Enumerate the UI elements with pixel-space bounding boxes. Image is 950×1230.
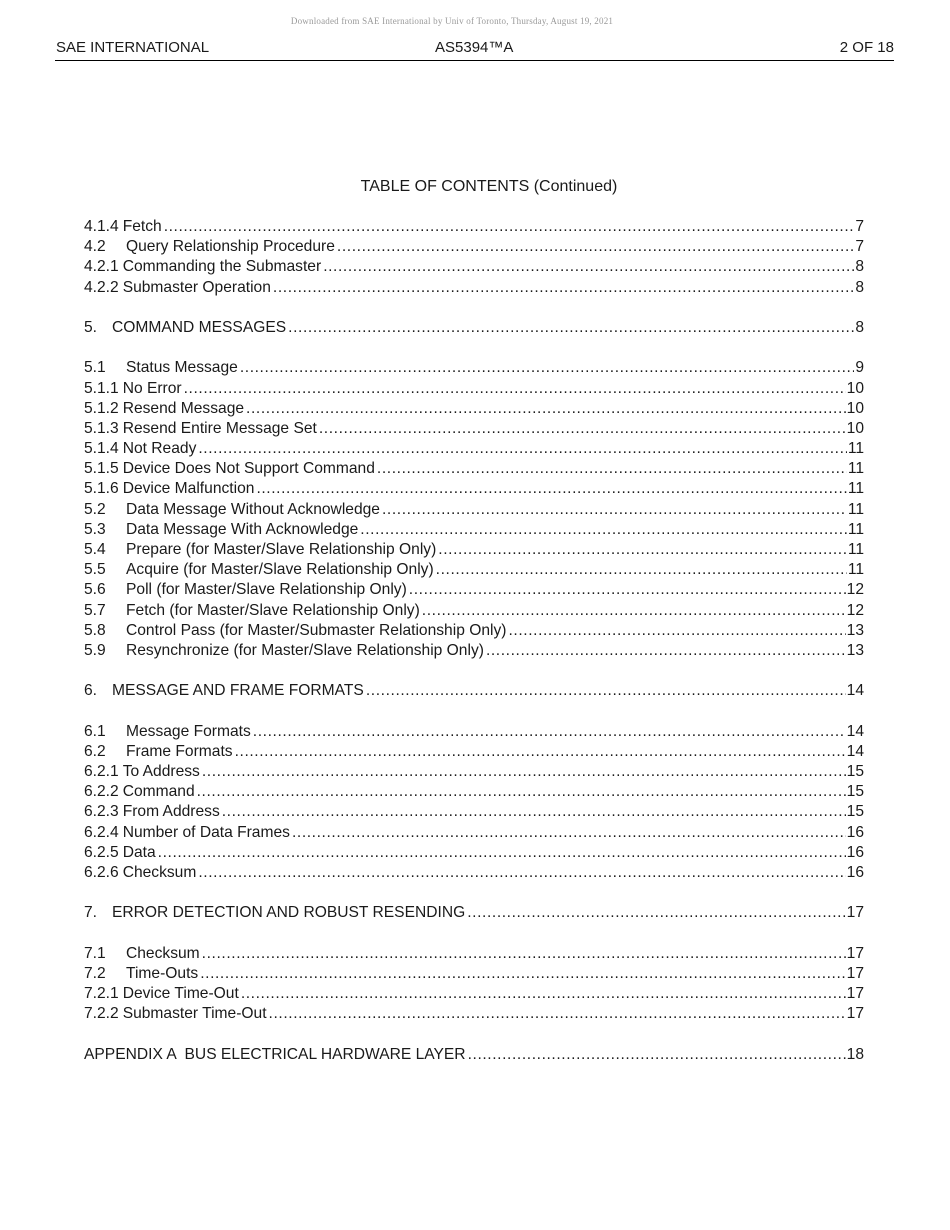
toc-entry[interactable]: [84, 742, 864, 762]
toc-leader-dots: [200, 964, 845, 984]
toc-entry-title: Query Relationship Procedure: [126, 238, 335, 256]
toc-entry-title: Device Malfunction: [122, 480, 255, 498]
toc-entry-number: 4.2.1: [84, 258, 119, 276]
toc-entry-number: 4.2: [84, 238, 106, 256]
toc-entry-page: 8: [855, 278, 864, 296]
toc-entry[interactable]: [84, 903, 864, 923]
toc-entry-page: 11: [847, 440, 864, 458]
toc-leader-dots: [202, 944, 846, 964]
toc-entry-title: ERROR DETECTION AND ROBUST RESENDING: [112, 904, 466, 922]
toc-entry-number: 6.: [84, 682, 98, 700]
toc-entry-title: To Address: [122, 763, 200, 781]
toc-entry-number: 5.9: [84, 641, 106, 659]
toc-entry[interactable]: [84, 419, 864, 439]
toc-entry-title: Resend Entire Message Set: [122, 419, 317, 437]
toc-entry[interactable]: [84, 520, 864, 540]
toc-entry[interactable]: [84, 641, 864, 661]
toc-entry-title: Prepare (for Master/Slave Relationship Only): [126, 541, 437, 558]
toc-entry-title: Control Pass (for Master/Submaster Relationship Only): [126, 621, 507, 639]
toc-entry-number: 5.8: [84, 621, 106, 639]
toc-entry[interactable]: [84, 500, 864, 520]
toc-entry-page: 18: [846, 1045, 864, 1063]
toc-entry-title: Checksum: [126, 944, 200, 962]
toc-entry-number: 5.5: [84, 561, 106, 579]
toc-entry[interactable]: [84, 318, 864, 338]
toc-leader-dots: [366, 681, 846, 701]
toc-leader-dots: [409, 580, 846, 600]
toc-leader-dots: [422, 601, 846, 621]
toc-entry-page: 7: [855, 238, 864, 256]
toc-entry-page: 13: [846, 621, 864, 639]
toc-entry-number: 5.2: [84, 500, 106, 518]
toc-entry-title: Checksum: [122, 864, 197, 881]
toc-entry-number: 5.1.2: [84, 399, 119, 417]
toc-entry[interactable]: [84, 459, 864, 479]
toc-entry[interactable]: [84, 278, 864, 298]
toc-entry-title: Data Message With Acknowledge: [126, 520, 359, 538]
toc-entry-page: 16: [846, 864, 864, 881]
toc-title: TABLE OF CONTENTS (Continued): [360, 178, 618, 195]
toc-entry-title: Submaster Time-Out: [122, 1005, 267, 1023]
toc-entry-number: 6.1: [84, 722, 106, 740]
toc-entry-title: Device Does Not Support Command: [122, 460, 375, 478]
toc-entry-page: 17: [846, 944, 864, 962]
toc-entry-title: Frame Formats: [126, 742, 233, 760]
toc-entry[interactable]: [84, 621, 864, 641]
toc-entry-title: Fetch: [122, 218, 162, 235]
toc-entry-title: Time-Outs: [126, 964, 199, 982]
toc-entry[interactable]: [84, 1045, 864, 1065]
toc-entry-number: 6.2.4: [84, 823, 119, 841]
toc-entry[interactable]: [84, 762, 864, 782]
toc-entry-page: 11: [847, 460, 864, 478]
toc-entry-page: 11: [847, 480, 864, 498]
toc-entry-number: 5.4: [84, 541, 106, 558]
toc-entry[interactable]: [84, 782, 864, 802]
toc-entry-page: 15: [846, 783, 864, 801]
running-header: [55, 38, 894, 61]
toc-entry-number: 5.1.3: [84, 419, 119, 437]
toc-entry[interactable]: [84, 439, 864, 459]
toc-entry-page: 14: [846, 742, 864, 760]
toc-entry-title: Commanding the Submaster: [122, 258, 322, 276]
toc-leader-dots: [323, 257, 854, 277]
toc-leader-dots: [288, 318, 854, 338]
toc-entry[interactable]: [84, 863, 864, 883]
toc-entry-page: 14: [846, 682, 864, 700]
toc-entry-page: 14: [846, 722, 864, 740]
toc-entry-number: 4.1.4: [84, 218, 119, 235]
toc-entry-page: 10: [846, 399, 864, 417]
toc-entry-number: 5.1.1: [84, 379, 119, 397]
toc-entry-page: 17: [846, 985, 864, 1003]
toc-leader-dots: [273, 278, 854, 298]
toc-leader-dots: [235, 742, 846, 762]
toc-entry-title: Data: [122, 843, 156, 861]
toc-entry-page: 11: [847, 520, 864, 538]
toc-entry-number: 7.: [84, 904, 98, 922]
toc-entry-title: Resend Message: [122, 399, 245, 417]
toc-leader-dots: [158, 843, 846, 863]
toc-leader-dots: [467, 903, 845, 923]
toc-leader-dots: [198, 863, 845, 883]
toc-entry[interactable]: [84, 399, 864, 419]
toc-entry-title: Resynchronize (for Master/Slave Relationship Only): [126, 641, 484, 659]
toc-entry-title: Fetch (for Master/Slave Relationship Only): [126, 601, 420, 619]
toc-entry-page: 12: [846, 581, 864, 599]
toc-leader-dots: [241, 984, 846, 1004]
toc-entry-page: 16: [846, 823, 864, 841]
toc-entry[interactable]: [84, 580, 864, 600]
toc-leader-dots: [382, 500, 847, 520]
toc-entry[interactable]: [84, 540, 864, 560]
header-page-number: 2 OF 18: [839, 39, 894, 56]
toc-leader-dots: [246, 399, 846, 419]
toc-entry-number: 7.2.2: [84, 1005, 119, 1023]
toc-entry[interactable]: [84, 984, 864, 1004]
toc-leader-dots: [486, 641, 846, 661]
toc-entry[interactable]: [84, 217, 864, 237]
table-of-contents: [84, 217, 864, 1065]
toc-entry-page: 17: [846, 904, 864, 922]
download-watermark: Downloaded from SAE International by Univ of Toronto, Thursday, August 19, 2021: [290, 16, 614, 26]
toc-entry-number: 6.2.5: [84, 843, 119, 861]
toc-leader-dots: [377, 459, 847, 479]
toc-leader-dots: [253, 722, 846, 742]
toc-entry[interactable]: [84, 843, 864, 863]
toc-entry-number: 7.1: [84, 944, 106, 962]
toc-entry-page: 8: [855, 258, 864, 276]
toc-leader-dots: [202, 762, 846, 782]
toc-entry-page: 15: [846, 763, 864, 781]
toc-leader-dots: [197, 782, 846, 802]
toc-entry-title: Status Message: [126, 359, 238, 377]
toc-entry-number: 5.6: [84, 581, 106, 599]
toc-entry-title: MESSAGE AND FRAME FORMATS: [112, 682, 364, 700]
toc-entry[interactable]: [84, 479, 864, 499]
toc-leader-dots: [164, 217, 855, 237]
toc-entry[interactable]: [84, 681, 864, 701]
toc-entry[interactable]: [84, 823, 864, 843]
toc-leader-dots: [240, 358, 854, 378]
toc-leader-dots: [319, 419, 846, 439]
header-organization: SAE INTERNATIONAL: [56, 39, 210, 56]
toc-entry-page: 10: [846, 419, 864, 437]
toc-entry[interactable]: [84, 379, 864, 399]
toc-entry-number: 5.3: [84, 520, 106, 538]
toc-entry-number: 4.2.2: [84, 278, 119, 296]
toc-entry-page: 17: [846, 964, 864, 982]
toc-leader-dots: [292, 823, 846, 843]
toc-entry-number: 5.7: [84, 601, 106, 619]
toc-entry[interactable]: [84, 601, 864, 621]
toc-entry[interactable]: [84, 560, 864, 580]
toc-entry[interactable]: [84, 722, 864, 742]
toc-entry-page: 11: [847, 541, 864, 558]
toc-entry-title: Submaster Operation: [122, 278, 271, 296]
toc-entry-title: No Error: [122, 379, 182, 397]
toc-entry-page: 7: [855, 218, 864, 235]
toc-entry-page: 9: [855, 359, 864, 377]
toc-entry-page: 8: [855, 318, 864, 336]
toc-entry[interactable]: [84, 802, 864, 822]
toc-entry-number: 6.2.1: [84, 763, 119, 781]
header-document-number: AS5394™A: [435, 39, 514, 56]
toc-leader-dots: [468, 1045, 846, 1065]
toc-entry-page: 17: [846, 1005, 864, 1023]
toc-entry-title: Acquire (for Master/Slave Relationship Only): [126, 561, 434, 579]
toc-entry-title: Number of Data Frames: [122, 823, 290, 841]
toc-leader-dots: [438, 540, 847, 560]
toc-entry-title: From Address: [122, 803, 220, 821]
toc-leader-dots: [198, 439, 846, 459]
toc-leader-dots: [269, 1004, 846, 1024]
toc-entry-number: 5.1.4: [84, 440, 119, 458]
toc-leader-dots: [222, 802, 846, 822]
toc-leader-dots: [508, 621, 845, 641]
toc-leader-dots: [184, 379, 846, 399]
toc-entry[interactable]: [84, 257, 864, 277]
toc-entry-number: 5.: [84, 318, 98, 336]
toc-entry[interactable]: [84, 964, 864, 984]
toc-entry-number: 6.2.3: [84, 803, 119, 821]
toc-entry[interactable]: [84, 1004, 864, 1024]
toc-entry-number: 5.1.5: [84, 460, 119, 478]
toc-entry-page: 13: [846, 641, 864, 659]
toc-entry[interactable]: [84, 944, 864, 964]
toc-entry[interactable]: [84, 358, 864, 378]
toc-leader-dots: [256, 479, 846, 499]
toc-leader-dots: [360, 520, 847, 540]
toc-leader-dots: [337, 237, 854, 257]
toc-entry-number: 6.2.6: [84, 864, 119, 881]
toc-entry-title: Command: [122, 783, 195, 801]
toc-entry[interactable]: [84, 237, 864, 257]
toc-entry-number: 5.1: [84, 359, 106, 377]
toc-entry-page: 11: [847, 561, 864, 579]
toc-entry-page: 11: [847, 500, 864, 518]
toc-entry-number: 5.1.6: [84, 480, 119, 498]
toc-entry-title: Not Ready: [122, 440, 197, 458]
toc-entry-number: 7.2.1: [84, 985, 119, 1003]
toc-entry-page: 16: [846, 843, 864, 861]
toc-entry-number: 7.2: [84, 964, 106, 982]
toc-entry-number: 6.2.2: [84, 783, 119, 801]
toc-entry-title: Device Time-Out: [122, 985, 239, 1003]
toc-entry-title: COMMAND MESSAGES: [112, 318, 287, 336]
toc-entry-page: 15: [846, 803, 864, 821]
toc-entry-page: 10: [846, 379, 864, 397]
toc-entry-number: 6.2: [84, 742, 106, 760]
toc-entry-title: Poll (for Master/Slave Relationship Only): [126, 581, 407, 599]
toc-entry-title: Message Formats: [126, 722, 251, 740]
toc-entry-page: 12: [846, 601, 864, 619]
toc-leader-dots: [436, 560, 847, 580]
toc-entry-title: APPENDIX A BUS ELECTRICAL HARDWARE LAYER: [84, 1045, 466, 1063]
toc-entry-title: Data Message Without Acknowledge: [126, 500, 380, 518]
